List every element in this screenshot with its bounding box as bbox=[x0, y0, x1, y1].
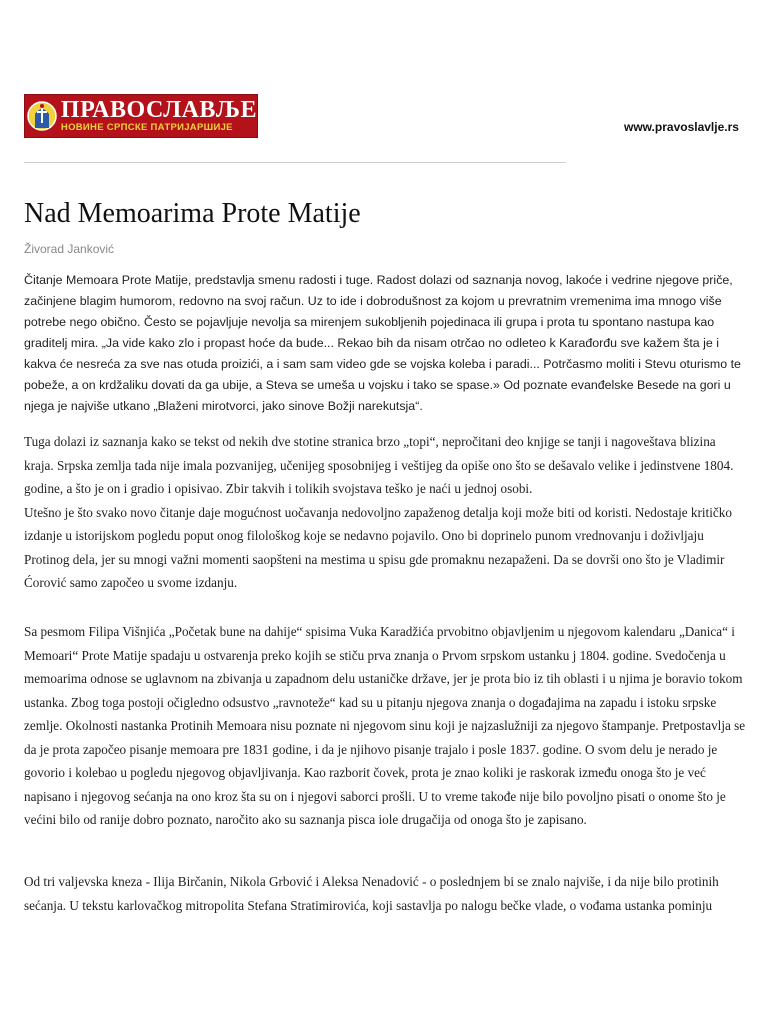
article-author: Živorad Janković bbox=[24, 242, 115, 256]
paragraph-4: Od tri valjevska kneza - Ilija Birčanin, Nikola Grbović i Aleksa Nenadović - o poslednjem bi se znalo najviše, i da nije bilo protinih sećanja. U tekstu karlovačkog mitropolita Stefana Stratimirovića, koji sastavlja po nalogu bečke vlade, o vođama ustanka pominju bbox=[24, 874, 719, 913]
header-divider bbox=[24, 162, 566, 163]
paragraph-2: Tuga dolazi iz saznanja kako se tekst od nekih dve stotine stranica brzo „topi“, nepročitani deo knjige se tanji i nagoveštava blizina kraja. Srpska zemlja tada nije imala pozvanijeg, učenijeg sposobnijeg i veštijeg da opiše ono što se dešavalo velike i jedinstvene 1804. godine, a što je on i gradio i opisivao. Zbir takvih i tolikih svojstava teško je naći u jednoj osobi. Utešno je što svako novo čitanje daje mogućnost uočavanja nedovoljno zapaženog detalja koji može biti od koristi. Nedostaje kritičko izdanje u istorijskom pogledu poput onog filološkog koje se nedavno pojavilo. Ono bi doprinelo punom vrednovanju i doživljaju Protinog dela, jer su mnogi važni momenti saopšteni na mestima u spisu gde promaknu nezapaženi. Da se dovrši ono što je Vladimir Ćorović samo započeo u svome izdanju. bbox=[24, 434, 734, 590]
logo-subtitle: НОВИНЕ СРПСКЕ ПАТРИЈАРШИЈЕ bbox=[60, 122, 233, 133]
newspaper-logo[interactable] bbox=[24, 94, 258, 138]
logo-title: ПРАВОСЛАВЉЕ bbox=[60, 97, 257, 123]
paragraph-3: Sa pesmom Filipa Višnjića „Početak bune na dahije“ spisima Vuka Karadžića prvobitno objavljenim u njegovom kalendaru „Danica“ i Memoari“ Prote Matije spadaju u ostvarenja preko kojih se stiču prva znanja o Prvom srpskom ustanku j 1804. godine. Svedočenja u memoarima odnose se uglavnom na zbivanja u zapadnom delu ustaničke države, jer je prota bio iz tih oblasti i u njima je boravio tokom ustanka. Zbog toga postoji očigledno odsustvo „ravnoteže“ kad su u pitanju njegova znanja o događajima na zapadu i istoku srpske zemlje. Okolnosti nastanka Protinih Memoara nisu poznate ni njegovom sinu koji je najzaslužniji za njegovo štampanje. Pretpostavlja se da je prota započeo pisanje memoara pre 1831 godine, i da je njihovo pisanje trajalo i posle 1837. godine. O svom delu je nerado je govorio i kolebao u pogledu njegovog objavljivanja. Kao razborit čovek, prota je znao koliki je raskorak između onoga što je već napisano i njegovog sećanja na ono kroz šta su on i njegovi saborci prošli. U to vreme takođe nije bilo povoljno pisati o onome što je većini bilo od ranije dobro poznato, naročito ako su saznanja pisca iole drugačija od onoga što je zapisano. bbox=[24, 624, 746, 827]
paragraph-1: Čitanje Memoara Prote Matije, predstavlja smenu radosti i tuge. Radost dolazi od saznanja novog, lakoće i vedrine njegove priče, začinjene blagim humorom, redovno na svoj račun. Uz to ide i dobrodušnost za kojom u prevratnim vremenima ima mnogo više potrebe nego obično. Često se pojavljuje nevolja sa mirenjem sukobljenih pojedinaca ili grupa i prota tu spontano nastupa kao graditelj mira. „Ja vide kako zlo i propast hoće da bude... Rekao bih da nisam otrčao no odleteo k Karađorđu sve kažem šta je i kakva će nesreća za sve nas otuda proizići, a i sam sam video gde se vojska koleba i paradi... Potrčasmo moliti i Stevu oturismo te pobeže, a on krdžaliku dovati da ga ubije, a Steva se umeša u vojsku i tako se spase.» Od poznate evanđelske Besede na gori u njega je najviše utkano „Blaženi mirotvorci, jako sinove Božji narekutsja“. bbox=[24, 273, 741, 413]
crest-icon bbox=[25, 95, 59, 137]
website-link[interactable]: www.pravoslavlje.rs bbox=[624, 120, 739, 134]
article-title: Nad Memoarima Prote Matije bbox=[24, 198, 361, 229]
